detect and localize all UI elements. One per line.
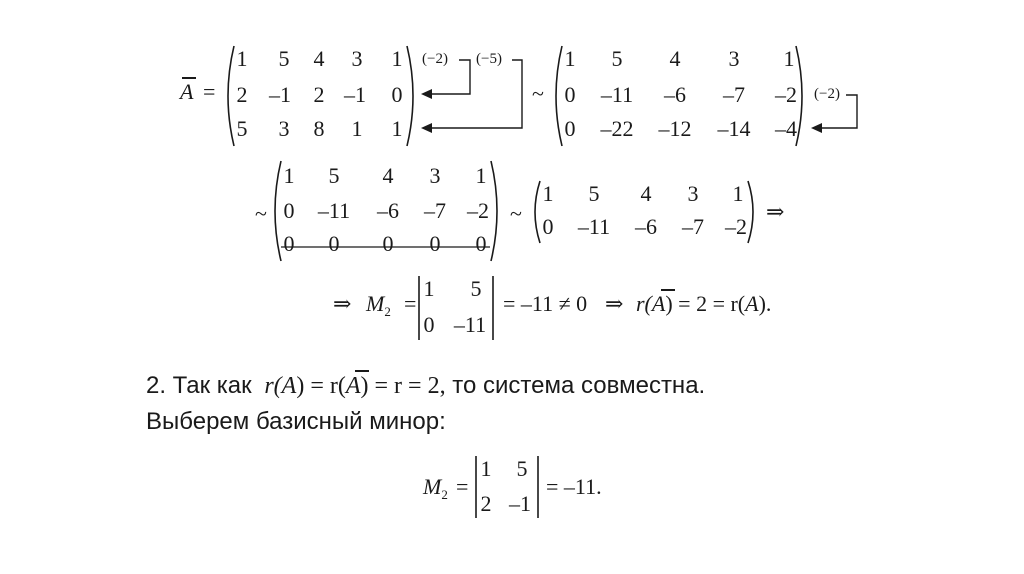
arrow-head [421,89,432,99]
det-cell: –1 [509,491,531,516]
matrix-cell: 1 [283,163,295,188]
matrix-cell: 0 [429,231,441,256]
matrix-cell: –7 [424,198,446,223]
matrix-cell: 3 [278,116,290,141]
row-op-note: (−2) [422,51,448,67]
row-op-arrow [818,95,857,128]
matrix-cell: 0 [542,214,554,239]
matrix-cell: 5 [328,163,340,188]
equals-sign: = [456,474,469,499]
matrix-cell: –6 [377,198,399,223]
tilde-sign: ~ [532,81,544,106]
matrix-cell: 0 [475,231,487,256]
matrix-cell: 4 [382,163,394,188]
matrix-cell: 4 [313,46,325,71]
det-value: = –11. [546,474,602,499]
matrix-cell: –22 [600,116,634,141]
right-paren [796,46,802,146]
matrix-cell: 1 [564,46,576,71]
matrix-cell: 5 [611,46,623,71]
left-paren [275,161,281,261]
matrix-cell: –11 [600,82,634,107]
minor-label: $M_2$ [423,474,448,502]
matrix-cell: 5 [588,181,600,206]
matrix-cell: –6 [664,82,686,107]
matrix-cell: 4 [640,181,652,206]
rank-equation: r(A) = 2 = r(A). [636,291,772,316]
arrow-head [421,123,432,133]
matrix-cell: 4 [669,46,681,71]
matrix-cell: –11 [317,198,351,223]
implies-sign: ⇒ [333,291,352,316]
left-paren [228,46,234,146]
matrix-cell: –12 [658,116,692,141]
matrix-cell: 2 [313,82,325,107]
minor-label: $M_2$ [366,291,391,319]
implies-sign: ⇒ [605,291,624,316]
matrix-cell: –1 [344,82,366,107]
matrix-cell: –2 [775,82,797,107]
left-paren [556,46,562,146]
det-cell: 2 [480,491,492,516]
equals-sign: = [203,79,216,104]
matrix-cell: –7 [723,82,745,107]
det-cell: 5 [516,456,528,481]
matrix-cell: 3 [351,46,363,71]
arrow-head [811,123,822,133]
matrix-cell: 3 [728,46,740,71]
matrix-cell: –2 [725,214,747,239]
matrix-cell: 1 [391,46,403,71]
matrix-cell: 5 [278,46,290,71]
matrix-cell: 0 [283,231,295,256]
matrix-cell: 1 [351,116,363,141]
matrix-cell: –2 [467,198,489,223]
matrix-cell: 2 [236,82,248,107]
matrix-cell: 0 [391,82,403,107]
rank-formula: r(A) = r(A) = r = 2, [264,373,446,399]
paragraph-2: Выберем базисный минор: [146,408,446,435]
det-cell: 1 [423,276,435,301]
matrix-cell: 1 [236,46,248,71]
det-cell: 1 [480,456,492,481]
right-paren [407,46,413,146]
matrix-cell: 1 [475,163,487,188]
matrix-cell: –11 [577,214,611,239]
right-paren [491,161,497,261]
matrix-cell: –6 [635,214,657,239]
matrix-cell: 1 [542,181,554,206]
row-op-note: (−2) [814,86,840,102]
implies-sign: ⇒ [766,199,785,224]
tilde-sign: ~ [510,201,522,226]
matrix-cell: 0 [564,82,576,107]
matrix-cell: 5 [236,116,248,141]
matrix-cell: 0 [564,116,576,141]
matrix-cell: –4 [775,116,797,141]
tilde-sign: ~ [255,201,267,226]
matrix-cell: 8 [313,116,325,141]
matrix-cell: –1 [269,82,291,107]
det-cell: 0 [423,312,435,337]
matrix-label: A [180,79,194,104]
matrix-cell: 3 [687,181,699,206]
matrix-cell: 0 [283,198,295,223]
row-op-arrow [428,60,470,94]
matrix-cell: 1 [391,116,403,141]
det-cell: –11 [453,312,487,337]
matrix-cell: 3 [429,163,441,188]
para-text: 2. Так как [146,372,252,399]
equals-sign: = [404,291,417,316]
det-cell: 5 [470,276,482,301]
det-value: = –11 ≠ 0 [503,291,588,316]
right-paren [748,181,753,243]
matrix-cell: –14 [717,116,751,141]
matrix-cell: 1 [732,181,744,206]
matrix-cell: –7 [682,214,704,239]
matrix-cell: 0 [328,231,340,256]
row-op-note: (−5) [476,51,502,67]
matrix-cell: 1 [783,46,795,71]
para-text: то система совместна. [452,372,706,399]
matrix-cell: 0 [382,231,394,256]
left-paren [535,181,540,243]
